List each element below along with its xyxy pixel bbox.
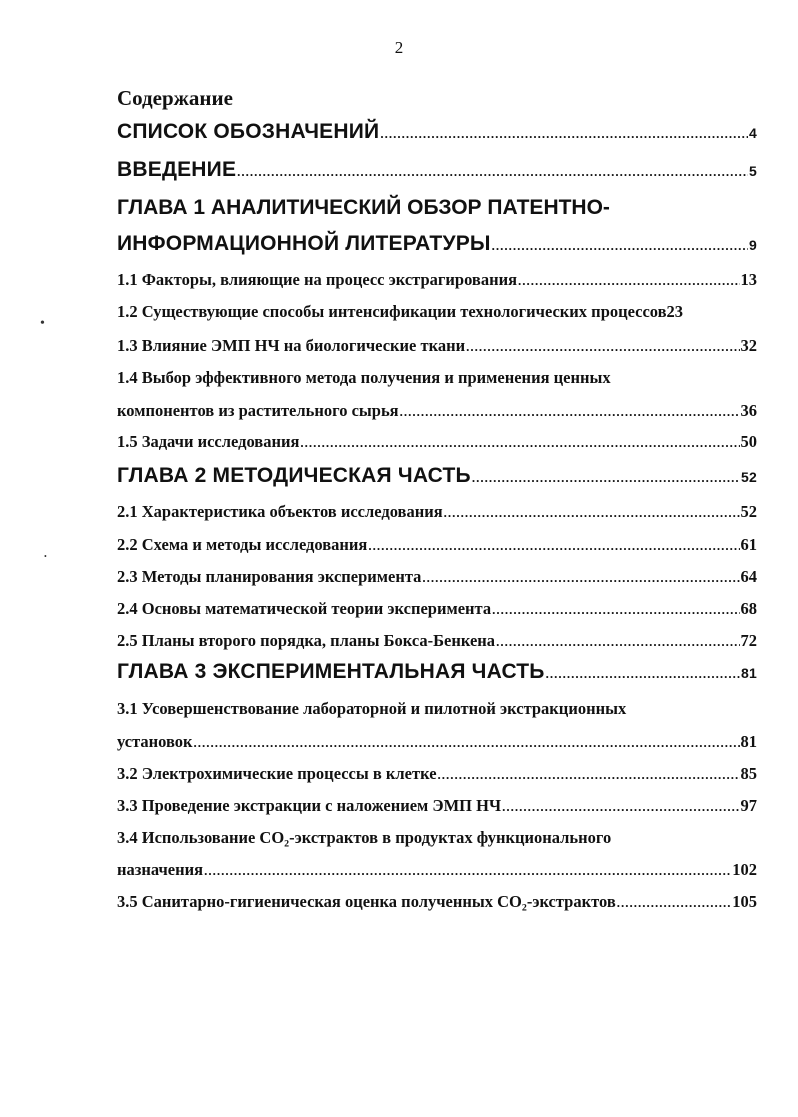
- toc-entry-page: 52: [741, 469, 757, 485]
- scan-speck: •: [44, 552, 47, 561]
- toc-entry-3-2[interactable]: [117, 764, 757, 784]
- toc-entry-text: 3.5 Санитарно-гигиеническая оценка полученных CO₂-экстрактов: [117, 892, 616, 911]
- toc-entry-chapter-1-line-1[interactable]: [117, 196, 757, 220]
- toc-entry-text: ВВЕДЕНИЕ: [117, 158, 237, 181]
- toc-entry-text: назначения: [117, 860, 204, 879]
- toc-entry-text: 3.2 Электрохимические процессы в клетке: [117, 764, 437, 783]
- toc-entry-text: 3.3 Проведение экстракции с наложением ЭМП НЧ: [117, 796, 502, 815]
- toc-entry-3-5[interactable]: [117, 892, 757, 912]
- dot-leader: [472, 470, 740, 486]
- toc-entry-2-3[interactable]: [117, 567, 757, 587]
- toc-entry-page: 23: [666, 302, 684, 321]
- toc-entry-chapter-3[interactable]: [117, 660, 757, 684]
- dot-leader: [204, 863, 731, 879]
- toc-entry-page: 52: [740, 502, 757, 521]
- toc-entry-page: 4: [749, 125, 757, 141]
- toc-entry-text: 2.3 Методы планирования эксперимента: [117, 567, 422, 586]
- toc-entry-text: ИНФОРМАЦИОННОЙ ЛИТЕРАТУРЫ: [117, 232, 491, 255]
- dot-leader: [502, 799, 739, 815]
- toc-entry-page: 64: [740, 567, 757, 586]
- toc-entry-1-4-line-1[interactable]: [117, 368, 757, 388]
- toc-entry-page: 68: [740, 599, 757, 618]
- toc-entry-2-5[interactable]: [117, 631, 757, 651]
- dot-leader: [300, 435, 739, 451]
- toc-entry-text: ГЛАВА 3 ЭКСПЕРИМЕНТАЛЬНАЯ ЧАСТЬ: [117, 660, 545, 683]
- toc-entry-text: установок: [117, 732, 193, 751]
- toc-entry-text: компонентов из растительного сырья: [117, 401, 399, 420]
- toc-entry-1-1[interactable]: [117, 270, 757, 290]
- toc-entry-page: 81: [741, 665, 757, 681]
- dot-leader: [466, 339, 739, 355]
- dot-leader: [422, 570, 739, 586]
- toc-entry-1-5[interactable]: [117, 432, 757, 452]
- dot-leader: [368, 538, 739, 554]
- toc-entry-3-4-line-1[interactable]: [117, 828, 757, 848]
- toc-entry-text: 1.5 Задачи исследования: [117, 432, 300, 451]
- dot-leader: [438, 767, 740, 783]
- toc-entry-1-3[interactable]: [117, 336, 757, 356]
- toc-entry-page: 36: [740, 401, 757, 420]
- toc-entry-page: 50: [740, 432, 757, 451]
- toc-entry-text: 3.1 Усовершенствование лабораторной и пилотной экстракционных: [117, 699, 627, 718]
- toc-entry-chapter-1[interactable]: [117, 232, 757, 256]
- toc-entry-3-3[interactable]: [117, 796, 757, 816]
- toc-entry-text: 2.5 Планы второго порядка, планы Бокса-Бенкена: [117, 631, 496, 650]
- toc-entry-page: 81: [740, 732, 757, 751]
- toc-entry-3-1-line-1[interactable]: [117, 699, 757, 719]
- toc-entry-text: 3.4 Использование CO₂-экстрактов в продуктах функционального: [117, 828, 612, 847]
- toc-entry-text: ГЛАВА 1 АНАЛИТИЧЕСКИЙ ОБЗОР ПАТЕНТНО-: [117, 196, 610, 219]
- toc-entry-text: 1.4 Выбор эффективного метода получения и применения ценных: [117, 368, 611, 387]
- dot-leader: [194, 735, 740, 751]
- toc-entry-3-1[interactable]: [117, 732, 757, 752]
- toc-entry-2-2[interactable]: [117, 535, 757, 555]
- toc-entry-page: 102: [732, 860, 757, 879]
- toc-entry-2-1[interactable]: [117, 502, 757, 522]
- toc-entry-text: 1.3 Влияние ЭМП НЧ на биологические ткани: [117, 336, 466, 355]
- toc-entry-notations[interactable]: [117, 120, 757, 144]
- toc-entry-text: 1.2 Существующие способы интенсификации технологических процессов: [117, 302, 667, 321]
- toc-entry-text: 2.2 Схема и методы исследования: [117, 535, 368, 554]
- toc-entry-page: 32: [740, 336, 757, 355]
- toc-entry-page: 61: [740, 535, 757, 554]
- toc-entry-text: 2.1 Характеристика объектов исследования: [117, 502, 443, 521]
- dot-leader: [617, 895, 732, 911]
- dot-leader: [237, 164, 748, 180]
- toc-entry-page: 105: [732, 892, 757, 911]
- dot-leader: [444, 505, 740, 521]
- toc-entry-page: 97: [740, 796, 757, 815]
- toc-entry-1-4[interactable]: [117, 401, 757, 421]
- page-number: 2: [394, 38, 404, 57]
- toc-entry-page: 85: [740, 764, 757, 783]
- dot-leader: [546, 666, 740, 682]
- toc-entry-page: 72: [740, 631, 757, 650]
- toc-entry-text: ГЛАВА 2 МЕТОДИЧЕСКАЯ ЧАСТЬ: [117, 464, 471, 487]
- toc-entry-page: 9: [749, 237, 757, 253]
- toc-entry-2-4[interactable]: [117, 599, 757, 619]
- dot-leader: [492, 238, 748, 254]
- toc-entry-page: 13: [740, 270, 757, 289]
- dot-leader: [518, 273, 739, 289]
- toc-entry-introduction[interactable]: [117, 158, 757, 182]
- toc-entry-page: 5: [749, 163, 757, 179]
- toc-entry-text: 2.4 Основы математической теории эксперимента: [117, 599, 492, 618]
- toc-entry-text: 1.1 Факторы, влияющие на процесс экстрагирования: [117, 270, 518, 289]
- toc-entry-text: СПИСОК ОБОЗНАЧЕНИЙ: [117, 120, 380, 143]
- toc-entry-3-4[interactable]: [117, 860, 757, 880]
- toc-title: Содержание: [117, 86, 233, 110]
- dot-leader: [496, 634, 739, 650]
- scan-speck: •: [40, 316, 45, 331]
- dot-leader: [380, 126, 748, 142]
- dot-leader: [400, 404, 740, 420]
- dot-leader: [492, 602, 739, 618]
- toc-entry-1-2[interactable]: [117, 302, 757, 322]
- toc-entry-chapter-2[interactable]: [117, 464, 757, 488]
